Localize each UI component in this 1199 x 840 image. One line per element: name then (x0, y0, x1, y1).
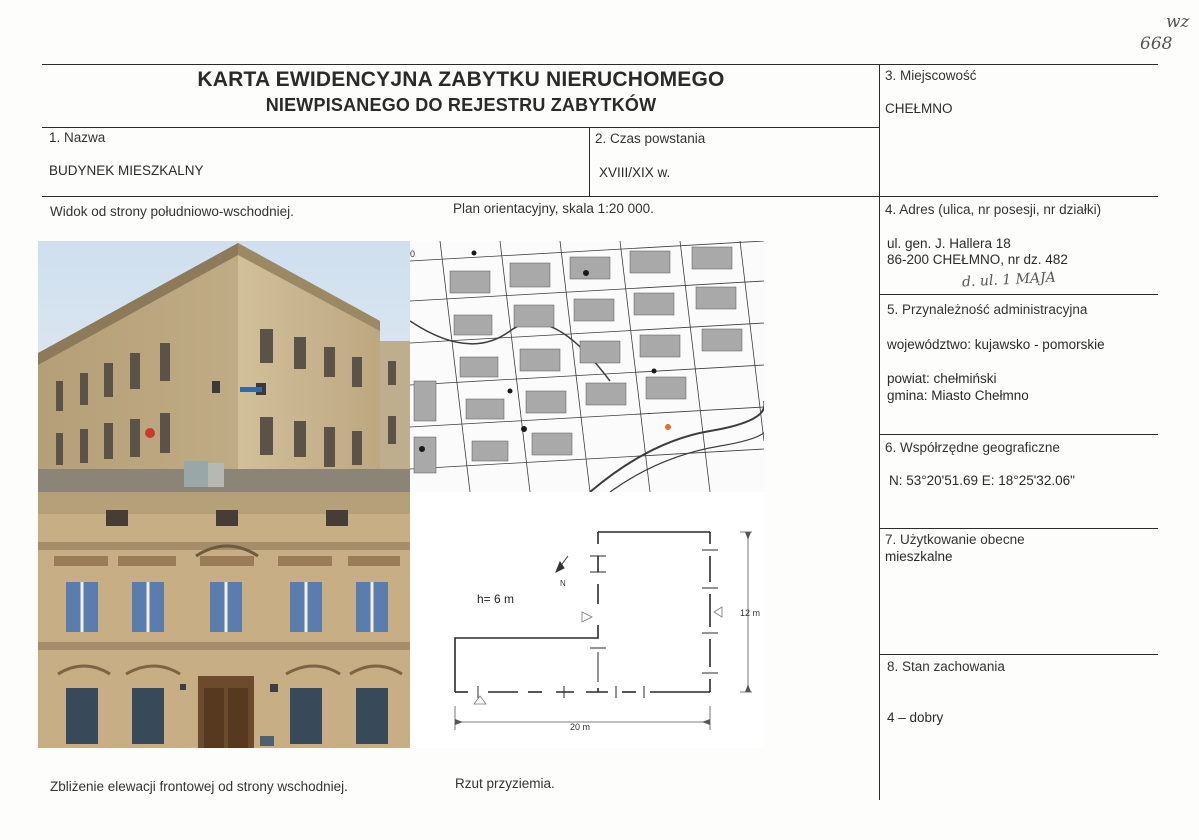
stan-value: 4 – dobry (887, 710, 944, 725)
caption-closeup: Zbliżenie elewacji frontowej od strony wschodniej. (50, 779, 348, 794)
height-label: h= 6 m (477, 592, 515, 606)
caption-plan: Plan orientacyjny, skala 1:20 000. (453, 201, 654, 216)
north-label: N (560, 579, 566, 588)
right-column-divider (879, 64, 880, 800)
title-bottom-line (42, 127, 880, 128)
czas-label: 2. Czas powstania (595, 131, 706, 146)
uzytkowanie-value: mieszkalne (885, 549, 953, 564)
adres-handwritten-note: d. ul. 1 MAJA (961, 269, 1057, 291)
adres-line1: ul. gen. J. Hallera 18 (887, 236, 1011, 251)
stan-label: 8. Stan zachowania (887, 659, 1005, 674)
miejscowosc-label: 3. Miejscowość (885, 68, 977, 83)
width-dimension-label: 20 m (570, 722, 591, 732)
miejscowosc-value: CHEŁMNO (885, 101, 953, 116)
adres-label: 4. Adres (ulica, nr posesji, nr działki) (885, 202, 1102, 217)
powiat-value: powiat: chełmiński (887, 371, 997, 386)
adres-bottom-line (879, 294, 1158, 295)
gmina-value: gmina: Miasto Chełmno (887, 388, 1029, 403)
handwritten-ref-bottom: 668 (1140, 34, 1173, 54)
caption-ground: Rzut przyziemia. (455, 776, 555, 791)
ground-floor-plan (410, 492, 764, 748)
building-view-photo (38, 241, 410, 492)
map-corner-label: 0 (410, 249, 416, 259)
frame-top-line (42, 64, 1158, 65)
nazwa-label: 1. Nazwa (49, 130, 106, 145)
wspolrzedne-value: N: 53°20'51.69 E: 18°25'32.06" (889, 473, 1075, 488)
przynaleznosc-bottom-line (879, 434, 1158, 435)
adres-line2: 86-200 CHEŁMNO, nr dz. 482 (887, 252, 1068, 267)
wspolrzedne-bottom-line (879, 528, 1158, 529)
handwritten-ref-top: wz (1166, 12, 1190, 32)
wspolrzedne-label: 6. Współrzędne geograficzne (885, 440, 1060, 455)
caption-view: Widok od strony południowo-wschodniej. (50, 204, 294, 219)
facade-closeup-photo (38, 492, 410, 748)
orientation-map (410, 241, 764, 492)
nazwa-czas-divider (589, 127, 590, 196)
przynaleznosc-label: 5. Przynależność administracyjna (887, 302, 1088, 317)
czas-value: XVIII/XIX w. (599, 165, 671, 180)
fields-bottom-line (42, 196, 1158, 197)
wojewodztwo-value: województwo: kujawsko - pomorskie (887, 337, 1105, 352)
nazwa-value: BUDYNEK MIESZKALNY (49, 163, 204, 178)
uzytkowanie-bottom-line (879, 654, 1158, 655)
card-title: KARTA EWIDENCYJNA ZABYTKU NIERUCHOMEGO (197, 68, 725, 91)
uzytkowanie-label: 7. Użytkowanie obecne (885, 532, 1025, 547)
depth-dimension-label: 12 m (740, 608, 761, 618)
card-subtitle: NIEWPISANEGO DO REJESTRU ZABYTKÓW (265, 95, 657, 115)
